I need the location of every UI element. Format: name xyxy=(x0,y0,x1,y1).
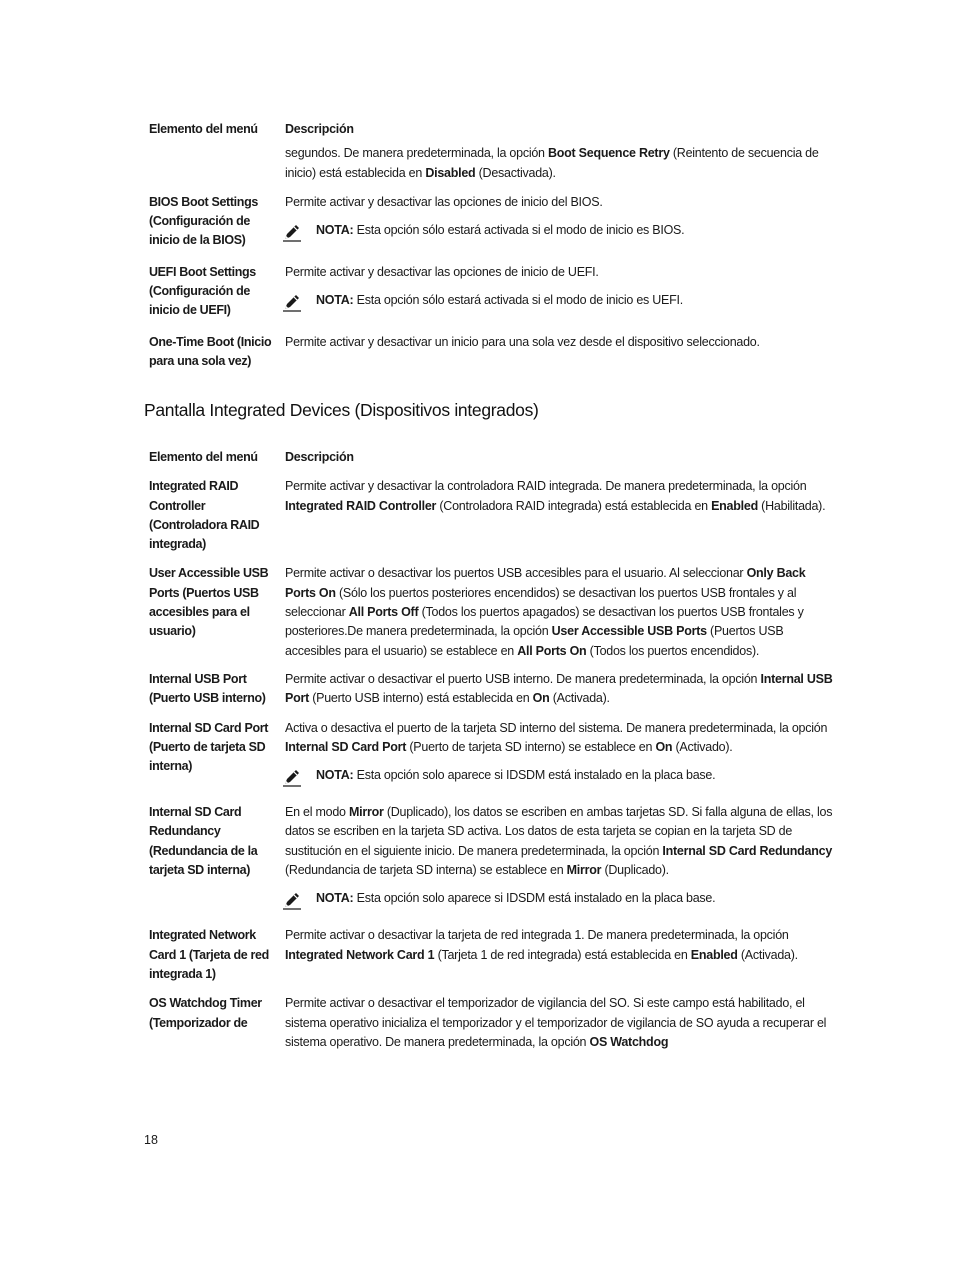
menu-item-label: User Accessible USB Ports (Puertos USB accesibles para el usuario) xyxy=(149,566,269,639)
note-box: NOTA: Esta opción solo aparece si IDSDM está instalado en la placa base. xyxy=(285,889,839,910)
menu-item-label: Internal SD Card Port (Puerto de tarjeta SD interna) xyxy=(149,720,269,774)
note-box: NOTA: Esta opción sólo estará activada si el modo de inicio es UEFI. xyxy=(285,291,839,312)
table-row xyxy=(149,193,839,251)
row-description: Permite activar o desactivar el puerto USB interno. De manera predeterminada, la opción Internal USB Port (Puerto USB interno) está establecida en On (Activada). xyxy=(285,671,833,706)
row-description: Permite activar o desactivar los puertos USB accesibles para el usuario. Al seleccionar Only Back Ports On (Sólo los puertos posteriores encendidos) se desactivan los puertos USB frontales y al seleccionar All Ports Off (Todos los puertos apagados) se desactivan los puertos USB frontales y posteriores.De manera predeterminada, la opción User Accessible USB Ports (Puertos USB accesibles para el usuario) se establece en All Ports On (Todos los puertos encendidos). xyxy=(285,566,806,658)
row-description: Permite activar y desactivar un inicio para una sola vez desde el dispositivo seleccionado. xyxy=(285,334,760,349)
column-header-item: Elemento del menú xyxy=(149,450,258,464)
row-description: Permite activar o desactivar la tarjeta de red integrada 1. De manera predeterminada, la opción Integrated Network Card 1 (Tarjeta 1 de red integrada) está establecida en Enabled (Activada). xyxy=(285,928,798,962)
table-row xyxy=(149,477,839,554)
menu-item-label: Internal SD Card Redundancy (Redundancia de la tarjeta SD interna) xyxy=(149,805,258,878)
table-row xyxy=(149,670,839,709)
table-row xyxy=(149,926,839,984)
table-row xyxy=(149,144,839,183)
note-pencil-icon xyxy=(282,767,302,787)
row-description: En el modo Mirror (Duplicado), los datos se escriben en ambas tarjetas SD. Si falla alguna de ellas, los datos se escriben en la tarjeta SD activa. Los datos de esta tarjeta se copian en la tarjeta SD de sustitución en el siguiente inicio. De manera predeterminada, la opción Internal SD Card Redundancy (Redundancia de tarjeta SD interna) se establece en Mirror (Duplicado). NOTA: Esta opción solo aparece si IDSDM está instalado en la placa base. xyxy=(285,803,839,910)
page-number: 18 xyxy=(144,1133,158,1147)
note-box: NOTA: Esta opción sólo estará activada si el modo de inicio es BIOS. xyxy=(285,221,839,242)
row-description: Activa o desactiva el puerto de la tarjeta SD interno del sistema. De manera predeterminada, la opción Internal SD Card Port (Puerto de tarjeta SD interno) se establece en On (Activado). NOTA: Esta opción solo aparece si IDSDM está instalado en la placa base. xyxy=(285,719,839,788)
menu-item-label: One-Time Boot (Inicio para una sola vez) xyxy=(149,334,272,368)
menu-item-label: Integrated RAID Controller (Controladora RAID integrada) xyxy=(149,479,260,552)
note-pencil-icon xyxy=(282,222,302,242)
section-title: Pantalla Integrated Devices (Dispositivos integrados) xyxy=(144,400,539,420)
table-header-row xyxy=(149,448,839,467)
menu-item-label: Integrated Network Card 1 (Tarjeta de red integrada 1) xyxy=(149,928,269,981)
table-header-row xyxy=(149,120,839,139)
row-description: Permite activar y desactivar las opciones de inicio de UEFI. NOTA: Esta opción sólo estará activada si el modo de inicio es UEFI. xyxy=(285,263,839,321)
menu-item-label: Internal USB Port (Puerto USB interno) xyxy=(149,671,266,706)
column-header-description: Descripción xyxy=(285,450,354,464)
integrated-devices-table xyxy=(149,448,839,1052)
boot-settings-table xyxy=(149,120,839,371)
menu-item-label: BIOS Boot Settings (Configuración de inicio de la BIOS) xyxy=(149,194,258,248)
row-description: Permite activar o desactivar el temporizador de vigilancia del SO. Si este campo está habilitado, el sistema operativo inicializa el temporizador y el temporizador de vigilancia de SO ayuda a recuperar el sistema operativo. De manera predeterminada, la opción OS Watchdog xyxy=(285,996,827,1049)
column-header-item: Elemento del menú xyxy=(149,122,258,136)
note-pencil-icon xyxy=(282,890,302,910)
table-row xyxy=(149,994,839,1052)
note-pencil-icon xyxy=(282,292,302,312)
menu-item-label: UEFI Boot Settings (Configuración de inicio de UEFI) xyxy=(149,264,256,318)
note-box: NOTA: Esta opción solo aparece si IDSDM está instalado en la placa base. xyxy=(285,766,839,787)
table-row xyxy=(149,803,839,910)
table-row xyxy=(149,564,839,660)
table-row xyxy=(149,263,839,321)
table-row xyxy=(149,719,839,788)
column-header-description: Descripción xyxy=(285,122,354,136)
row-description: Permite activar y desactivar la controladora RAID integrada. De manera predeterminada, la opción Integrated RAID Controller (Controladora RAID integrada) está establecida en Enabled (Habilitada). xyxy=(285,479,826,513)
table-row xyxy=(149,333,839,372)
row-description: segundos. De manera predeterminada, la opción Boot Sequence Retry (Reintento de secuencia de inicio) está establecida en Disabled (Desactivada). xyxy=(285,146,819,180)
row-description: Permite activar y desactivar las opciones de inicio del BIOS. NOTA: Esta opción sólo estará activada si el modo de inicio es BIOS. xyxy=(285,193,839,251)
menu-item-label: OS Watchdog Timer (Temporizador de xyxy=(149,996,262,1030)
